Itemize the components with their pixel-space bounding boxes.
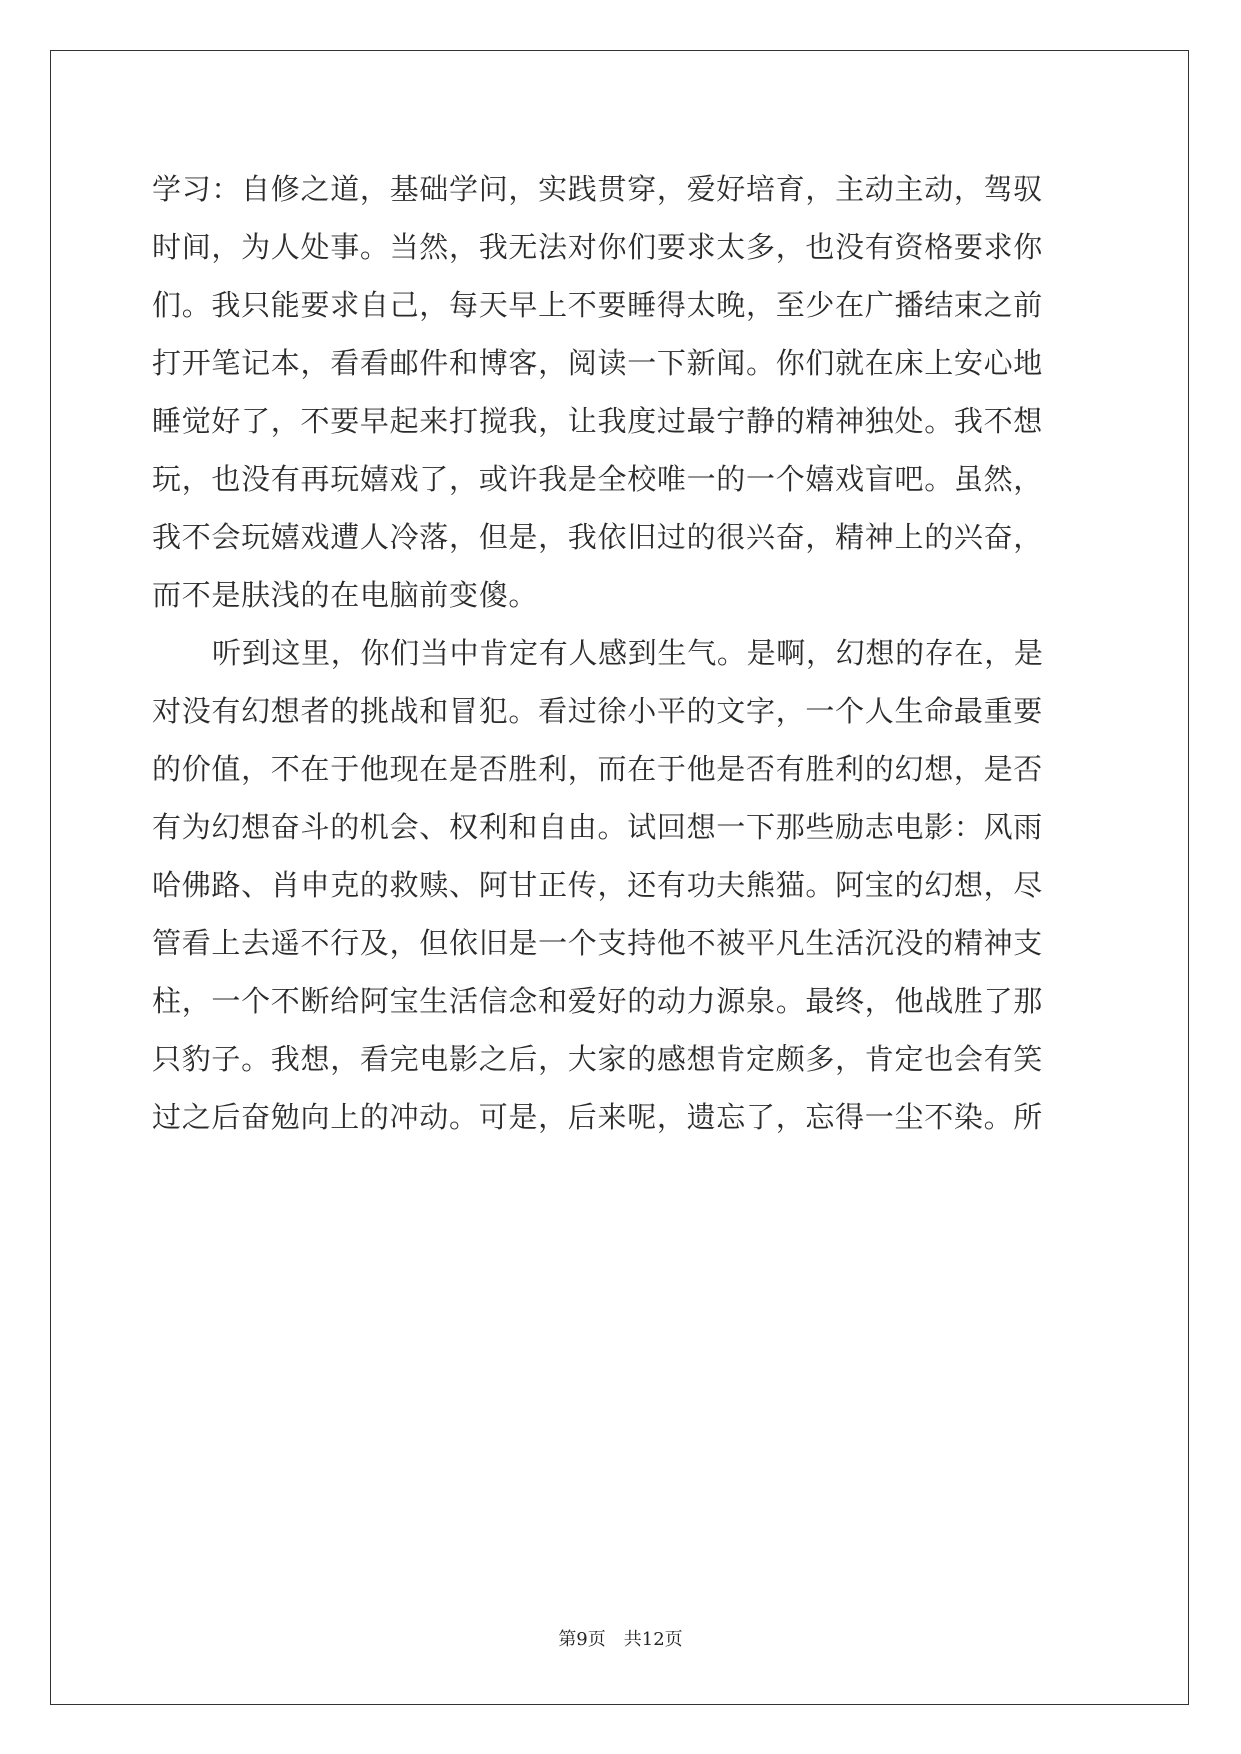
text-line: 玩，也没有再玩嬉戏了，或许我是全校唯一的一个嬉戏盲吧。虽然， [152,462,1044,496]
text-line: 有为幻想奋斗的机会、权利和自由。试回想一下那些励志电影：风雨 [152,810,1044,844]
text-line: 而不是肤浅的在电脑前变傻。 [152,578,539,612]
text-line: 我不会玩嬉戏遭人冷落，但是，我依旧过的很兴奋，精神上的兴奋， [152,520,1044,554]
text-line: 学习：自修之道，基础学问，实践贯穿，爱好培育，主动主动，驾驭 [152,172,1044,206]
text-line: 听到这里，你们当中肯定有人感到生气。是啊，幻想的存在，是 [212,636,1044,670]
text-line: 柱，一个不断给阿宝生活信念和爱好的动力源泉。最终，他战胜了那 [152,984,1044,1018]
page-footer [0,1625,1241,1651]
text-line: 哈佛路、肖申克的救赎、阿甘正传，还有功夫熊猫。阿宝的幻想，尽 [152,868,1044,902]
text-line: 只豹子。我想，看完电影之后，大家的感想肯定颇多，肯定也会有笑 [152,1042,1044,1076]
page-number: 第9页 [558,1629,606,1650]
text-line: 的价值，不在于他现在是否胜利，而在于他是否有胜利的幻想，是否 [152,752,1044,786]
text-line: 们。我只能要求自己，每天早上不要睡得太晚，至少在广播结束之前 [152,288,1044,322]
text-line: 过之后奋勉向上的冲动。可是，后来呢，遗忘了，忘得一尘不染。所 [152,1100,1044,1134]
text-line: 睡觉好了，不要早起来打搅我，让我度过最宁静的精神独处。我不想 [152,404,1044,438]
text-line: 时间，为人处事。当然，我无法对你们要求太多，也没有资格要求你 [152,230,1044,264]
text-line: 对没有幻想者的挑战和冒犯。看过徐小平的文字，一个人生命最重要 [152,694,1044,728]
text-line: 打开笔记本，看看邮件和博客，阅读一下新闻。你们就在床上安心地 [152,346,1044,380]
text-line: 管看上去遥不行及，但依旧是一个支持他不被平凡生活沉没的精神支 [152,926,1044,960]
page-total: 共12页 [623,1629,683,1650]
document-body [152,160,1089,1146]
